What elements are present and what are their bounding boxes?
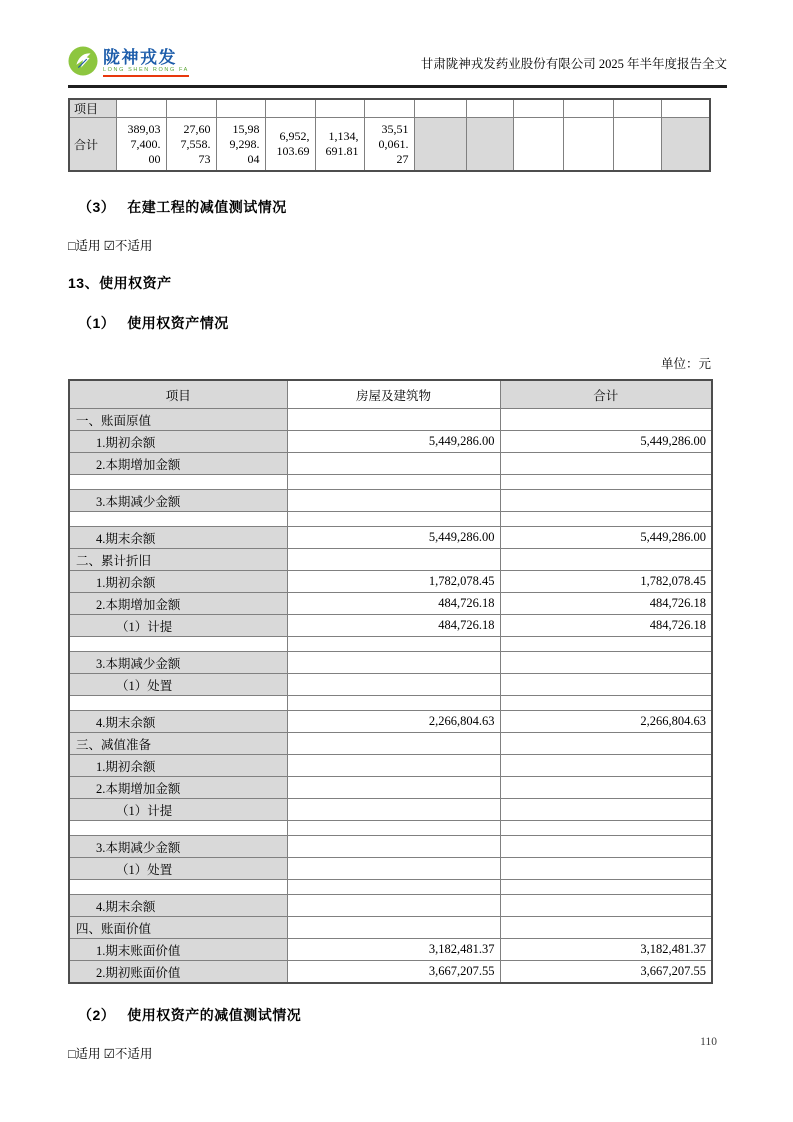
header-divider [68, 85, 727, 88]
value-cell [500, 836, 712, 858]
table-row [69, 733, 712, 755]
value-cell [500, 674, 712, 696]
value-cell [287, 799, 500, 821]
row-label-cell: （1）计提 [69, 615, 287, 637]
table-row [69, 961, 712, 984]
empty-cell [414, 99, 466, 118]
value-cell [500, 880, 712, 895]
value-cell [287, 895, 500, 917]
empty-cell [414, 118, 466, 172]
heading-text: 在建工程的减值测试情况 [127, 199, 287, 215]
row-label-cell: 合计 [69, 118, 116, 172]
value-cell [500, 637, 712, 652]
empty-cell [216, 99, 265, 118]
value-cell [500, 453, 712, 475]
table-header-row [69, 380, 712, 409]
table-row [69, 475, 712, 490]
value-cell [500, 799, 712, 821]
table-row [69, 490, 712, 512]
table-row [69, 652, 712, 674]
value-cell [287, 475, 500, 490]
table-row [69, 917, 712, 939]
value-cell [500, 696, 712, 711]
section-heading-1 [78, 313, 793, 333]
unit-label: 单位：元 [660, 357, 711, 371]
heading-number: （3） [78, 199, 116, 215]
value-cell: 5,449,286.00 [500, 431, 712, 453]
table-row [69, 880, 712, 895]
value-cell [500, 755, 712, 777]
section-heading-3 [78, 197, 793, 217]
table-row [69, 777, 712, 799]
value-cell [287, 755, 500, 777]
value-cell [500, 475, 712, 490]
value-cell: 3,667,207.55 [287, 961, 500, 984]
value-cell: 5,449,286.00 [287, 527, 500, 549]
value-cell [287, 880, 500, 895]
row-label-cell: 三、减值准备 [69, 733, 287, 755]
table-row [69, 571, 712, 593]
value-cell: 3,182,481.37 [500, 939, 712, 961]
value-cell: 27,607,558.73 [166, 118, 216, 172]
row-label-cell [69, 696, 287, 711]
value-cell: 1,134,691.81 [315, 118, 364, 172]
heading-number: （2） [78, 1007, 116, 1023]
value-cell: 1,782,078.45 [287, 571, 500, 593]
value-cell [287, 858, 500, 880]
value-cell: 35,510,061.27 [364, 118, 414, 172]
table-row [69, 615, 712, 637]
row-label-cell [69, 512, 287, 527]
value-cell [287, 777, 500, 799]
row-label-cell: （1）处置 [69, 674, 287, 696]
table-row [69, 453, 712, 475]
value-cell: 3,182,481.37 [287, 939, 500, 961]
empty-cell [563, 99, 613, 118]
table-row [69, 409, 712, 431]
value-cell [287, 836, 500, 858]
value-cell [287, 549, 500, 571]
value-cell [287, 696, 500, 711]
row-label-cell: 2.期初账面价值 [69, 961, 287, 984]
heading-number: （1） [78, 315, 116, 331]
table-row [69, 939, 712, 961]
row-label-cell: 4.期末余额 [69, 711, 287, 733]
row-label-cell: 3.本期减少金额 [69, 652, 287, 674]
section-heading-2 [78, 1005, 793, 1025]
table-row [69, 99, 710, 118]
value-cell: 2,266,804.63 [500, 711, 712, 733]
value-cell [500, 512, 712, 527]
column-header: 合计 [500, 380, 712, 409]
value-cell: 1,782,078.45 [500, 571, 712, 593]
value-cell [500, 917, 712, 939]
empty-cell [166, 99, 216, 118]
row-label-cell: 3.本期减少金额 [69, 490, 287, 512]
value-cell [500, 777, 712, 799]
row-label-cell: 1.期初余额 [69, 431, 287, 453]
value-cell [500, 549, 712, 571]
row-label-cell: 一、账面原值 [69, 409, 287, 431]
table-row [69, 527, 712, 549]
row-label-cell: 4.期末余额 [69, 527, 287, 549]
column-header: 项目 [69, 380, 287, 409]
value-cell [287, 637, 500, 652]
empty-cell [315, 99, 364, 118]
value-cell [287, 409, 500, 431]
page-number: 110 [700, 1036, 717, 1048]
value-cell [500, 858, 712, 880]
table-row [69, 858, 712, 880]
document-header-title: 甘肃陇神戎发药业股份有限公司 2025 年半年度报告全文 [420, 57, 727, 71]
logo-text-cn: 陇神戎发 [103, 48, 177, 68]
table-row [69, 431, 712, 453]
value-cell [287, 821, 500, 836]
table-row [69, 821, 712, 836]
applicability-line: □适用 ☑不适用 [68, 239, 153, 253]
value-cell: 2,266,804.63 [287, 711, 500, 733]
value-cell: 484,726.18 [500, 615, 712, 637]
value-cell [500, 490, 712, 512]
value-cell [287, 490, 500, 512]
column-header: 房屋及建筑物 [287, 380, 500, 409]
value-cell: 5,449,286.00 [500, 527, 712, 549]
row-label-cell: 四、账面价值 [69, 917, 287, 939]
empty-cell [613, 99, 661, 118]
value-cell [500, 733, 712, 755]
row-label-cell [69, 637, 287, 652]
table-row [69, 512, 712, 527]
row-label-cell: 项目 [69, 99, 116, 118]
empty-cell [265, 99, 315, 118]
logo-icon [68, 46, 98, 81]
applicability-line: □适用 ☑不适用 [68, 1047, 153, 1061]
value-cell: 389,037,400.00 [116, 118, 166, 172]
table-row [69, 836, 712, 858]
empty-cell [466, 99, 513, 118]
row-label-cell: 2.本期增加金额 [69, 593, 287, 615]
row-label-cell: 2.本期增加金额 [69, 453, 287, 475]
empty-cell [513, 118, 563, 172]
empty-cell [513, 99, 563, 118]
heading-text: 使用权资产的减值测试情况 [127, 1007, 302, 1023]
section-heading-13: 13、使用权资产 [68, 275, 172, 291]
table-row [69, 637, 712, 652]
value-cell: 484,726.18 [500, 593, 712, 615]
table-row [69, 755, 712, 777]
carryover-table [68, 98, 711, 172]
empty-cell [116, 99, 166, 118]
empty-cell [661, 99, 710, 118]
value-cell: 484,726.18 [287, 593, 500, 615]
value-cell [287, 674, 500, 696]
value-cell [287, 733, 500, 755]
table-row [69, 895, 712, 917]
value-cell: 15,989,298.04 [216, 118, 265, 172]
row-label-cell [69, 821, 287, 836]
table-row [69, 118, 710, 172]
value-cell [500, 895, 712, 917]
value-cell [287, 652, 500, 674]
logo-text-en: LONG SHEN RONG FA [103, 68, 189, 77]
table-row [69, 696, 712, 711]
row-label-cell: 4.期末余额 [69, 895, 287, 917]
value-cell: 484,726.18 [287, 615, 500, 637]
value-cell [500, 821, 712, 836]
row-label-cell: 1.期初余额 [69, 755, 287, 777]
empty-cell [661, 118, 710, 172]
value-cell [287, 917, 500, 939]
empty-cell [613, 118, 661, 172]
row-label-cell [69, 880, 287, 895]
row-label-cell [69, 475, 287, 490]
table-row [69, 799, 712, 821]
row-label-cell: （1）计提 [69, 799, 287, 821]
empty-cell [563, 118, 613, 172]
table-row [69, 711, 712, 733]
row-label-cell: 2.本期增加金额 [69, 777, 287, 799]
row-label-cell: 1.期末账面价值 [69, 939, 287, 961]
right-of-use-assets-table [68, 379, 713, 984]
value-cell: 5,449,286.00 [287, 431, 500, 453]
value-cell [500, 409, 712, 431]
value-cell [500, 652, 712, 674]
table-row [69, 593, 712, 615]
table-row [69, 674, 712, 696]
row-label-cell: 二、累计折旧 [69, 549, 287, 571]
row-label-cell: 3.本期减少金额 [69, 836, 287, 858]
page-header [68, 0, 727, 82]
table-row [69, 549, 712, 571]
empty-cell [466, 118, 513, 172]
value-cell [287, 453, 500, 475]
row-label-cell: （1）处置 [69, 858, 287, 880]
value-cell: 3,667,207.55 [500, 961, 712, 984]
row-label-cell: 1.期初余额 [69, 571, 287, 593]
company-logo [68, 46, 189, 81]
heading-text: 使用权资产情况 [127, 315, 229, 331]
value-cell: 6,952,103.69 [265, 118, 315, 172]
value-cell [287, 512, 500, 527]
empty-cell [364, 99, 414, 118]
